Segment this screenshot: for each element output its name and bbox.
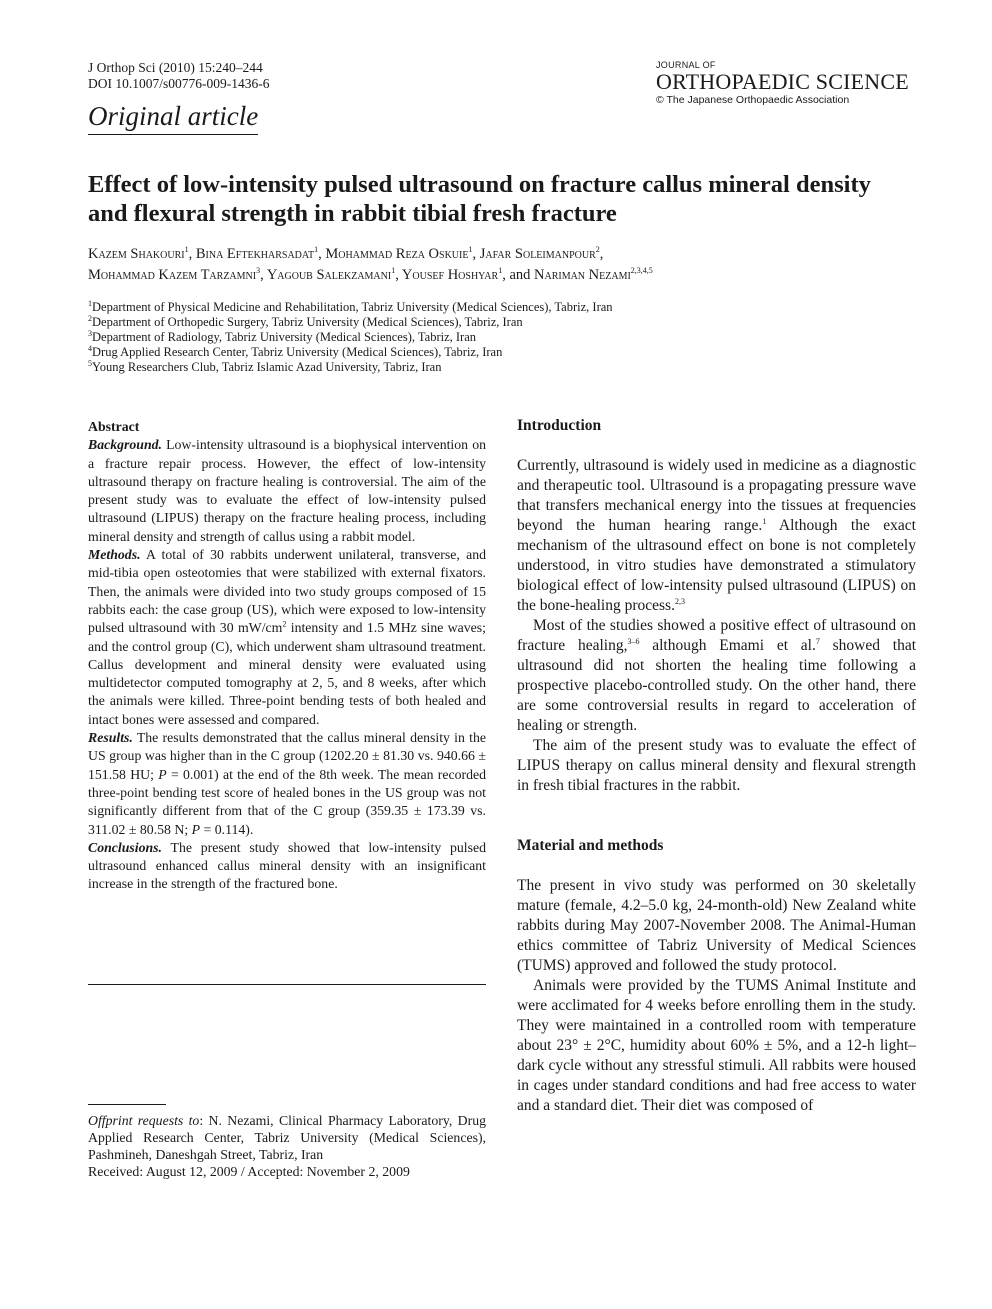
methods-text-cont: intensity and 1.5 MHz sine waves; and the control group (C), which underwent sham ultrasound treatment. Callus development and mineral density were evaluated using multidetector computed tomography at 2, 5, and 8 weeks, after which the animals were killed. Three-point bending tests of both healed and intact bones were assessed and compared. [88,620,486,727]
body-column-right [517,416,916,1116]
journal-of-label: JOURNAL OF [656,60,716,70]
author: Mohammad Kazem Tarzamni [88,267,257,283]
author: Yagoub Salekzamani [266,267,392,283]
affiliation-number: 3 [88,328,92,338]
author: Nariman Nezami [534,267,631,283]
affiliation-number: 4 [88,343,92,353]
author-affil-sup: 1 [314,245,319,255]
offprint-text: : N. Nezami, Clinical Pharmacy Laboratory, Drug Applied Research Center, Tabriz University (Medical Sciences), Pashmineh, Daneshgah Street, Tabriz, Iran [88,1113,486,1162]
affiliation [88,345,908,360]
conclusions-text: The present study showed that low-intensity pulsed ultrasound enhanced callus mineral density with an insignificant increase in the strength of the fractured bone. [88,839,487,892]
affiliation-text: Drug Applied Research Center, Tabriz University (Medical Sciences), Tabriz, Iran [92,345,503,359]
journal-name: ORTHOPAEDIC SCIENCE [656,69,909,94]
methods-paragraph-1: The present in vivo study was performed on 30 skeletally mature (female, 4.2–5.0 kg, 24-month-old) New Zealand white rabbits during May 2007-November 2008. The Animal-Human ethics committee of Tabriz University of Medical Sciences (TUMS) approved and followed the study protocol. [517,877,916,974]
citation-ref: 3–6 [627,636,640,646]
introduction-heading: Introduction [517,417,602,434]
paper-title: Effect of low-intensity pulsed ultrasound on fracture callus mineral density and flexural strength in rabbit tibial fresh fracture [88,171,871,227]
spacer [517,856,916,876]
affiliation-text: Young Researchers Club, Tabriz Islamic Azad University, Tabriz, Iran [92,360,442,374]
affiliation-number: 1 [88,298,92,308]
author: Yousef Hoshyar [401,267,499,283]
citation-ref: 7 [815,636,820,646]
abstract-heading: Abstract [88,419,140,434]
intro-paragraph-1 [517,456,916,616]
intro-text: showed that ultrasound did not shorten the healing time following a prospective placebo-controlled study. On the other hand, there are some controversial results in regard to acceleration of healing or strength. [517,637,916,734]
affiliation-text: Department of Physical Medicine and Rehabilitation, Tabriz University (Medical Sciences), Tabriz, Iran [92,300,613,314]
offprint-label: Offprint requests to [88,1113,200,1128]
author: Jafar Soleimanpour [479,246,596,262]
spacer [517,796,916,836]
background-label: Background. [88,437,162,453]
results-text-end: = 0.114). [203,821,254,837]
citation-line-1: J Orthop Sci (2010) 15:240–244 [88,60,263,75]
conclusions-label: Conclusions. [88,839,162,855]
affiliation-list [88,300,908,375]
author-list: Kazem Shakouri$^1$, Bina Eftekharsadat$^1$, Mohammad Reza Oskuie$^1$, Jafar Soleimanpour$^2$, Mohammad Kazem Tarzamni$^3$, Yagoub Salekzamani$^1$, Yousef Hoshyar$^1$, and Nariman Nezami$^{2,3,4,5}$ [88,245,653,283]
methods-label: Methods. [88,547,141,563]
citation-ref: 2,3 [674,596,685,606]
offprint-requests [88,1112,486,1163]
abstract-background [88,436,486,546]
citation [88,60,270,92]
intro-paragraph-3: The aim of the present study was to evaluate the effect of LIPUS therapy on callus mineral density and flexural strength in fresh tibial fractures in the rabbit. [517,737,916,794]
affiliation [88,360,908,375]
author-affil-sup: 3 [256,266,261,276]
received-accepted: Received: August 12, 2009 / Accepted: November 2, 2009 [88,1164,410,1179]
authors-conjunction: and [509,267,531,283]
author-affil-sup: 1 [498,266,503,276]
footnote-divider [88,1104,166,1105]
affiliation [88,315,908,330]
intro-text: Most of the studies showed a positive effect of ultrasound on fracture healing, [517,617,916,654]
intro-text: Although the exact mechanism of the ultrasound effect on bone is not completely understood, in vitro studies have demonstrated a stimulatory biological effect of low-intensity pulsed ultrasound (LIPUS) on the bone-healing process. [517,517,916,614]
author-affil-sup: 1 [391,266,396,276]
correspondence-footnote [88,1112,486,1180]
doi-line: DOI 10.1007/s00776-009-1436-6 [88,76,270,91]
author-affil-sup: 1 [468,245,473,255]
author-affil-sup: 2 [595,245,600,255]
results-text: The results demonstrated that the callus mineral density in the US group was higher than in the C group (1202.20 ± 81.30 vs. 940.66 ± 151.58 HU; [88,730,486,782]
methods-superscript: 2 [282,619,287,629]
p-value-symbol: P [191,821,201,837]
affiliation [88,300,908,315]
journal-logo [656,60,909,107]
intro-text: Currently, ultrasound is widely used in medicine as a diagnostic and therapeutic tool. Ultrasound is a propagating pressure wave that transfers mechanical energy into the tissues at frequencies beyond the human hearing range. [517,457,916,534]
abstract-section [88,418,486,894]
citation-ref: 1 [762,516,767,526]
affiliation-text: Department of Radiology, Tabriz University (Medical Sciences), Tabriz, Iran [92,330,477,344]
author: Mohammad Reza Oskuie [325,246,469,262]
association-credit: © The Japanese Orthopaedic Association [656,94,850,106]
author: Kazem Shakouri [88,246,185,262]
affiliation-text: Department of Orthopedic Surgery, Tabriz University (Medical Sciences), Tabriz, Iran [92,315,523,329]
affiliation-number: 5 [88,358,92,368]
results-text-cont: = 0.001) at the end of the 8th week. The mean recorded three-point bending test score of healed bones in the US group was not significantly different from that of the C group (359.35 ± 173.39 vs. 311.02 ± 80.58 N; [88,766,487,837]
methods-heading: Material and methods [517,837,664,854]
intro-text: although Emami et al. [652,637,816,654]
author: Bina Eftekharsadat [195,246,315,262]
spacer [517,436,916,456]
methods-paragraph-2: Animals were provided by the TUMS Animal Institute and were acclimated for 4 weeks before enrolling them in the study. They were maintained in a controlled room with temperature about 23° ± 2°C, humidity about 60% ± 5%, and a 12-h light–dark cycle without any stressful stimuli. All rabbits were housed in cages under standard conditions and had free access to water and a standard diet. Their diet was composed of [517,977,916,1114]
methods-text: A total of 30 rabbits underwent unilateral, transverse, and mid-tibia open osteotomies that were stabilized with external fixators. Then, the animals were divided into two study groups composed of 15 rabbits each: the case group (US), which were exposed to low-intensity pulsed ultrasound with 30 mW/cm [88,547,486,636]
abstract-methods [88,546,486,729]
abstract-divider [88,984,486,985]
p-value-symbol: P [158,766,167,782]
abstract-conclusions [88,839,486,894]
background-text: Low-intensity ultrasound is a biophysical intervention on a fracture repair process. However, the effect of low-intensity ultrasound therapy on fracture healing is controversial. The aim of the present study was to evaluate the effect of low-intensity pulsed ultrasound (LIPUS) therapy on the fracture healing process, including mineral density and strength of callus using a rabbit model. [88,437,486,544]
author-affil-sup: 2,3,4,5 [630,266,653,276]
affiliation [88,330,908,345]
results-label: Results. [88,730,133,746]
affiliation-number: 2 [88,313,92,323]
article-type: Original article [88,100,258,135]
abstract-results [88,729,486,839]
author-affil-sup: 1 [184,245,189,255]
intro-paragraph-2 [517,616,916,736]
